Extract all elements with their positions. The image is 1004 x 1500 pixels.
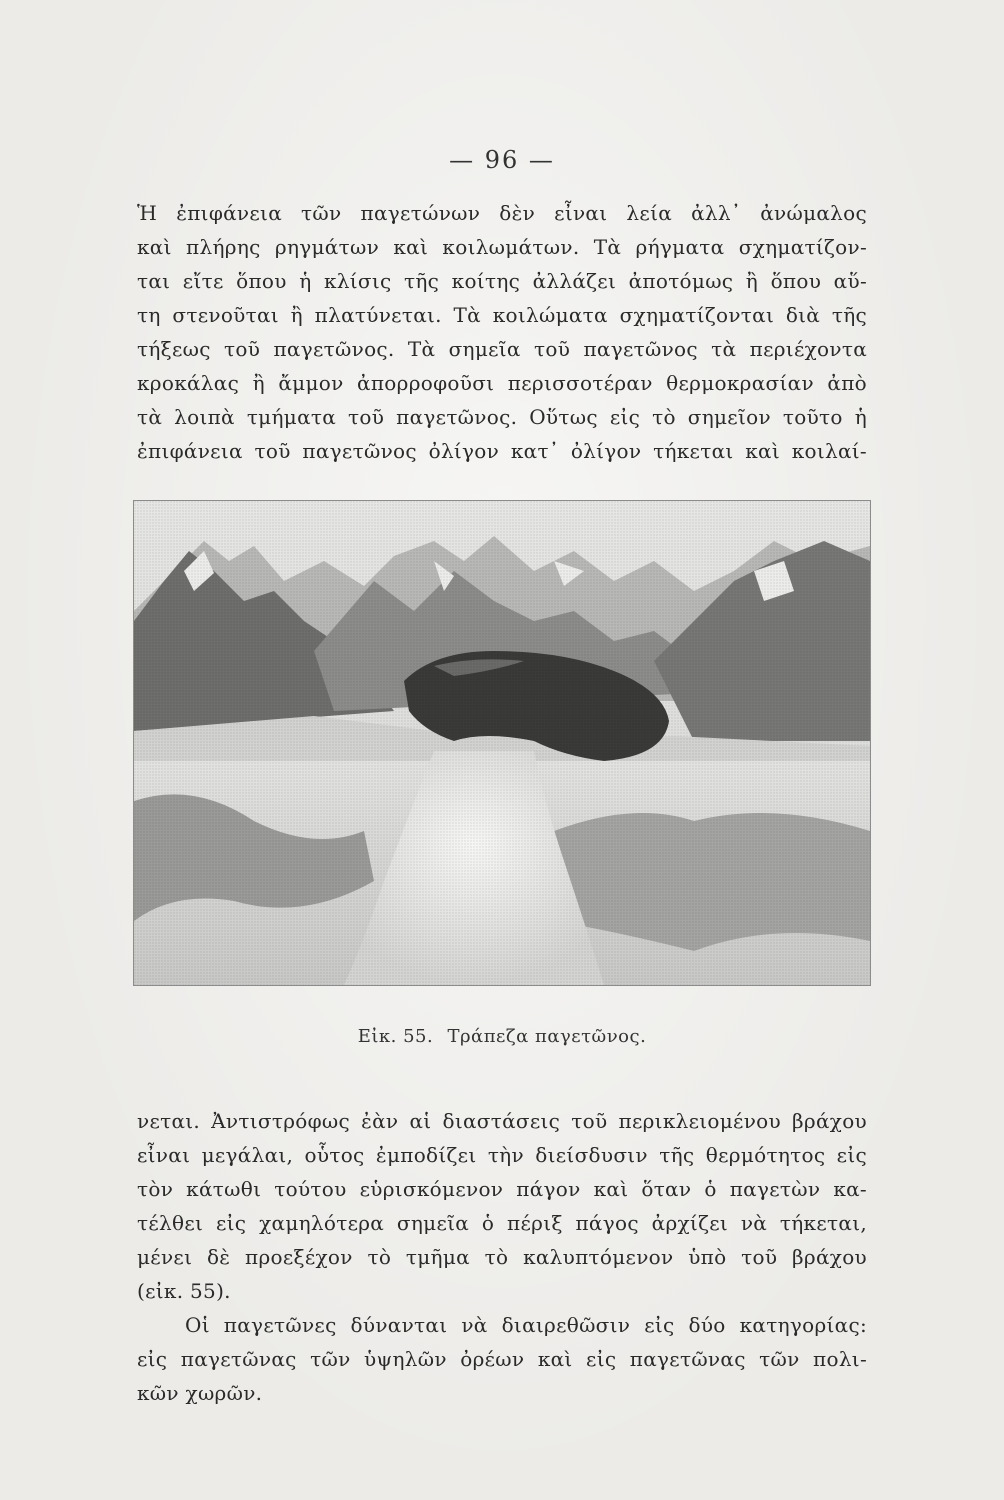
text-line: ἐπιφάνεια τοῦ παγετῶνος ὀλίγον κατ᾽ ὀλίγον τήκεται καὶ κοιλαί- (137, 439, 867, 463)
text-line: εἰς παγετῶνας τῶν ὑψηλῶν ὀρέων καὶ εἰς παγετῶνας τῶν πολι- (137, 1347, 867, 1371)
page-number: — 96 — (449, 146, 555, 174)
text-line: κῶν χωρῶν. (137, 1381, 263, 1405)
text-line: ται εἴτε ὅπου ἡ κλίσις τῆς κοίτης ἀλλάζει ἀποτόμως ἢ ὅπου αὕ- (137, 269, 867, 293)
text-line: Οἱ παγετῶνες δύνανται νὰ διαιρεθῶσιν εἰς δύο κατηγορίας: (185, 1313, 867, 1337)
figure-label: Εἰκ. 55. (357, 1026, 434, 1047)
paragraph-2 (137, 1104, 867, 1308)
text-line: εἶναι μεγάλαι, οὗτος ἐμποδίζει τὴν διείσδυσιν τῆς θερμότητος εἰς (137, 1143, 867, 1167)
figure-title: Τράπεζα παγετῶνος. (447, 1026, 647, 1047)
paragraph-1 (137, 196, 867, 468)
text-line: νεται. Ἀντιστρόφως ἐὰν αἱ διαστάσεις τοῦ περικλειομένου βράχου (137, 1109, 867, 1133)
figure-caption (0, 1026, 1004, 1047)
text-line: τὸν κάτωθι τούτου εὑρισκόμενον πάγον καὶ ὅταν ὁ παγετὼν κα- (137, 1177, 867, 1201)
glacier-table-photo (133, 500, 871, 986)
text-line: καὶ πλήρης ρηγμάτων καὶ κοιλωμάτων. Τὰ ρήγματα σχηματίζον- (137, 235, 867, 259)
text-line: (εἰκ. 55). (137, 1279, 231, 1303)
halftone-overlay (134, 501, 870, 985)
text-line: μένει δὲ προεξέχον τὸ τμῆμα τὸ καλυπτόμενον ὑπὸ τοῦ βράχου (137, 1245, 867, 1269)
text-line: τὰ λοιπὰ τμήματα τοῦ παγετῶνος. Οὕτως εἰς τὸ σημεῖον τοῦτο ἡ (137, 405, 867, 429)
text-line: τέλθει εἰς χαμηλότερα σημεῖα ὁ πέριξ πάγος ἀρχίζει νὰ τήκεται, (137, 1211, 867, 1235)
text-line: τήξεως τοῦ παγετῶνος. Τὰ σημεῖα τοῦ παγετῶνος τὰ περιέχοντα (137, 337, 867, 361)
text-line: Ἡ ἐπιφάνεια τῶν παγετώνων δὲν εἶναι λεία ἀλλ᾽ ἀνώμαλος (137, 201, 867, 225)
text-line: κροκάλας ἢ ἄμμον ἀπορροφοῦσι περισσοτέραν θερμοκρασίαν ἀπὸ (137, 371, 867, 395)
text-line: τη στενοῦται ἢ πλατύνεται. Τὰ κοιλώματα σχηματίζονται διὰ τῆς (137, 303, 867, 327)
paragraph-3 (137, 1308, 867, 1410)
